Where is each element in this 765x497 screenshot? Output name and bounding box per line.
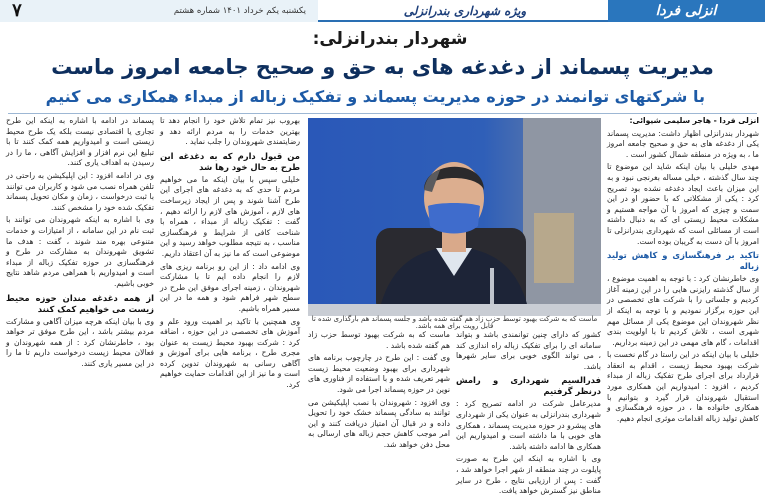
headline-divider — [8, 113, 757, 114]
paragraph: وی همچنین با تاکید بر اهمیت ورود علم و آموزش های تخصصی در این حوزه ، اضافه کرد : شرکت بهبود محیط زیست به عنوان مجری طرح ، برنامه هایی برای آموزش و آگاهی رسانی به شهروندان تدوین کرده است و ما نیز از این اقدامات حمایت خواهیم کرد. — [160, 316, 300, 390]
supplement-title: ویژه شهرداری بندرانزلی — [403, 4, 527, 18]
paragraph: کشور که دارای چنین توانمندی باشد و بتواند سامانه ای را برای تفکیک زباله راه اندازی کند ، می تواند الگوی خوبی برای سایر شهرها باشد. — [456, 330, 601, 371]
paragraph: بهروب نیز تمام تلاش خود را انجام دهد تا بهترین خدمات را به مردم ارائه دهد و رضایتمندی شهروندان را جلب نماید . — [160, 116, 300, 147]
paragraph: وی خاطرنشان کرد : با توجه به اهمیت موضوع ، از سال گذشته رایزنی هایی را در این زمینه آغاز کردیم و جلساتی را با شرکت های تخصصی در این حوزه برگزار نمودیم و با توجه به اینکه از نظر شهروندان این موضوع یکی از مسائل مهم شهری است ، تلاش کردیم تا با اولویت بندی اقدامات ، گام های مهمی در این زمینه برداریم. — [607, 274, 759, 347]
page-number: ۷ — [12, 0, 22, 21]
article-column-a — [6, 116, 154, 437]
article-column-below-photo-left — [308, 330, 450, 449]
paragraph: وی ادامه داد : از این رو برنامه ریزی های لازم را انجام داده ایم تا با مشارکت شهروندان ، زمینه اجرای موفق این طرح در سطح شهر فراهم شود و همه ما در این مسیر همراه باشیم. — [160, 261, 300, 313]
headline-subtitle: با شرکتهای توانمند در حوزه مدیریت پسماند و تفکیک زباله از مبداء همکاری می کنیم — [45, 87, 705, 106]
section-heading: فدرالسیم شهرداری و رامش درنظر گرفتیم — [456, 375, 601, 397]
section-heading: از همه دغدغه مندان حوزه محیط زیست می خواهیم کمک کنند — [6, 292, 154, 314]
paragraph: مهدی خلیلی با بیان اینکه شاید این موضوع تا چند سال گذشته ، خیلی مساله بغرنجی نبود و به این میزان باعث ایجاد دغدغه نشده بود تصریح کرد : یکی از مشکلاتی که با حضور او در این سمت و چیزی که امروز با آن مواجه هستیم و مشکلات محیط زیستی ای که به دنبال داشته است از مسائلی است که شهرداری بندرانزلی تا امروز با آن دست به گریبان بوده است. — [607, 162, 759, 246]
paragraph: خلیلی سپس با بیان اینکه ما می خواهیم مردم تا حدی که به دغدغه های اجرای این طرح آشنا شوند و پس از ایجاد زیرساخت های لازم ، آموزش های لازم را ارائه دهیم ، گفت : تفکیک زباله از مبداء ، همراه با شناخت کافی از شرایط و فرهنگسازی مناسب ، به نتیجه مطلوب خواهد رسید و این موضوعی است که ما نیز به آن اعتقاد داریم. — [160, 174, 300, 258]
paragraph: شهردار بندرانزلی اظهار داشت: مدیریت پسماند یکی از دغدغه های به حق و صحیح جامعه امروز ما ، به ویژه در منطقه شمال کشور است . — [607, 128, 759, 159]
paragraph: پسماند در ادامه با اشاره به اینکه این طرح تجاری یا اقتصادی نیست بلکه یک طرح محیط زیستی است و امیدواریم همه کمک کنند تا با تبلیغ این نرم افزار و افزایش آگاهی ، ما را در رسیدن به اهداف یاری کنند. — [6, 116, 154, 168]
article-column-b — [160, 116, 300, 437]
paragraph: وی با بیان اینکه هرچه میزان آگاهی و مشارکت مردم بیشتر باشد ، این طرح موفق تر خواهد بود ، خاطرنشان کرد : از همه شهروندان و فعالان محیط زیست درخواست داریم تا ما را در این مسیر یاری کنند. — [6, 316, 154, 368]
paragraph: وی افزود : شهروندان با نصب اپلیکیشن می توانند به سادگی پسماند خشک خود را تحویل داده و در قبال آن امتیاز دریافت کنند و این امر موجب کاهش حجم زباله های ارسالی به محل دفن خواهد شد. — [308, 397, 450, 449]
paragraph: وی با اشاره به اینکه این طرح به صورت پایلوت در چند منطقه از شهر اجرا خواهد شد ، گفت : پس از ارزیابی نتایج ، طرح در سایر مناطق نیز گسترش خواهد یافت. — [456, 454, 601, 496]
paragraph: وی در ادامه افزود : این اپلیکیشن به راحتی در تلفن همراه نصب می شود و کاربران می توانند با ثبت درخواست ، زمان و مکان تحویل پسماند تفکیک شده خود را مشخص کنند. — [6, 170, 154, 212]
photo-caption: ماست که به شرکت بهبود توسط حزب زاد هم گفته شده باشد و جلسه پسماند هم بارگذاری شده تا قابل رویت برای همه باشد. — [311, 315, 598, 330]
headline-kicker: شهردار بندرانزلی: — [312, 29, 468, 49]
mayor-photo — [308, 118, 601, 316]
paragraph: ماست که به شرکت بهبود توسط حزب زاد هم گفته شده باشد . — [308, 330, 450, 350]
paragraph: وی با اشاره به اینکه شهروندان می توانند با ثبت نام در این سامانه ، از امتیازات و خدمات متنوعی بهره مند شوند ، گفت : هدف ما تشویق شهروندان به مشارکت در طرح و فرهنگسازی در حوزه تفکیک زباله از مبداء است و امیدواریم با همراهی مردم شاهد نتایج خوبی باشیم. — [6, 215, 154, 288]
paragraph: وی گفت : این طرح در چارچوب برنامه های شهرداری برای بهبود وضعیت محیط زیست شهر تعریف شده و با استفاده از فناوری های نوین در حوزه پسماند اجرا می شود. — [308, 353, 450, 394]
section-heading: من قبول دارم که به دغدغه این طرح به حال خود رها شد — [160, 150, 300, 172]
article-column-right — [607, 116, 759, 437]
headline-block — [0, 24, 765, 114]
paragraph: خلیلی با بیان اینکه در این راستا در گام نخست با شرکت بهبود محیط زیست ، اقدام به انعقاد قرارداد برای اجرای طرح تفکیک زباله از مبداء کردیم ، افزود : امیدواریم این همکاری مورد استقبال شهروندان قرار گیرد و بتوانیم با همکاری خانواده ها ، در حوزه فرهنگسازی و کاهش تولید زباله اقدامات موثری انجام دهیم. — [607, 350, 759, 423]
section-heading: تاکید بر فرهنگسازی و کاهش تولید زباله — [607, 250, 759, 272]
issue-date: یکشنبه یکم خرداد ۱۴۰۱ شماره هشتم — [173, 6, 306, 16]
headline-main: مدیریت پسماند از دغدغه های به حق و صحیح جامعه امروز ماست — [51, 55, 714, 79]
article-column-below-photo-right — [456, 330, 601, 496]
newspaper-brand: انزلی فردا — [655, 3, 717, 19]
paragraph: مدیرعامل شرکت در ادامه تصریح کرد : شهرداری بندرانزلی به عنوان یکی از شهرداری های پیشرو در حوزه مدیریت پسماند ، همکاری های خوبی با ما داشته است و امیدواریم این همکاری ها ادامه داشته باشد. — [456, 399, 601, 451]
mayor-photo-illustration — [308, 118, 601, 316]
article-byline: انزلی فردا - هاجر سلیمی شیوائی: — [629, 116, 759, 125]
